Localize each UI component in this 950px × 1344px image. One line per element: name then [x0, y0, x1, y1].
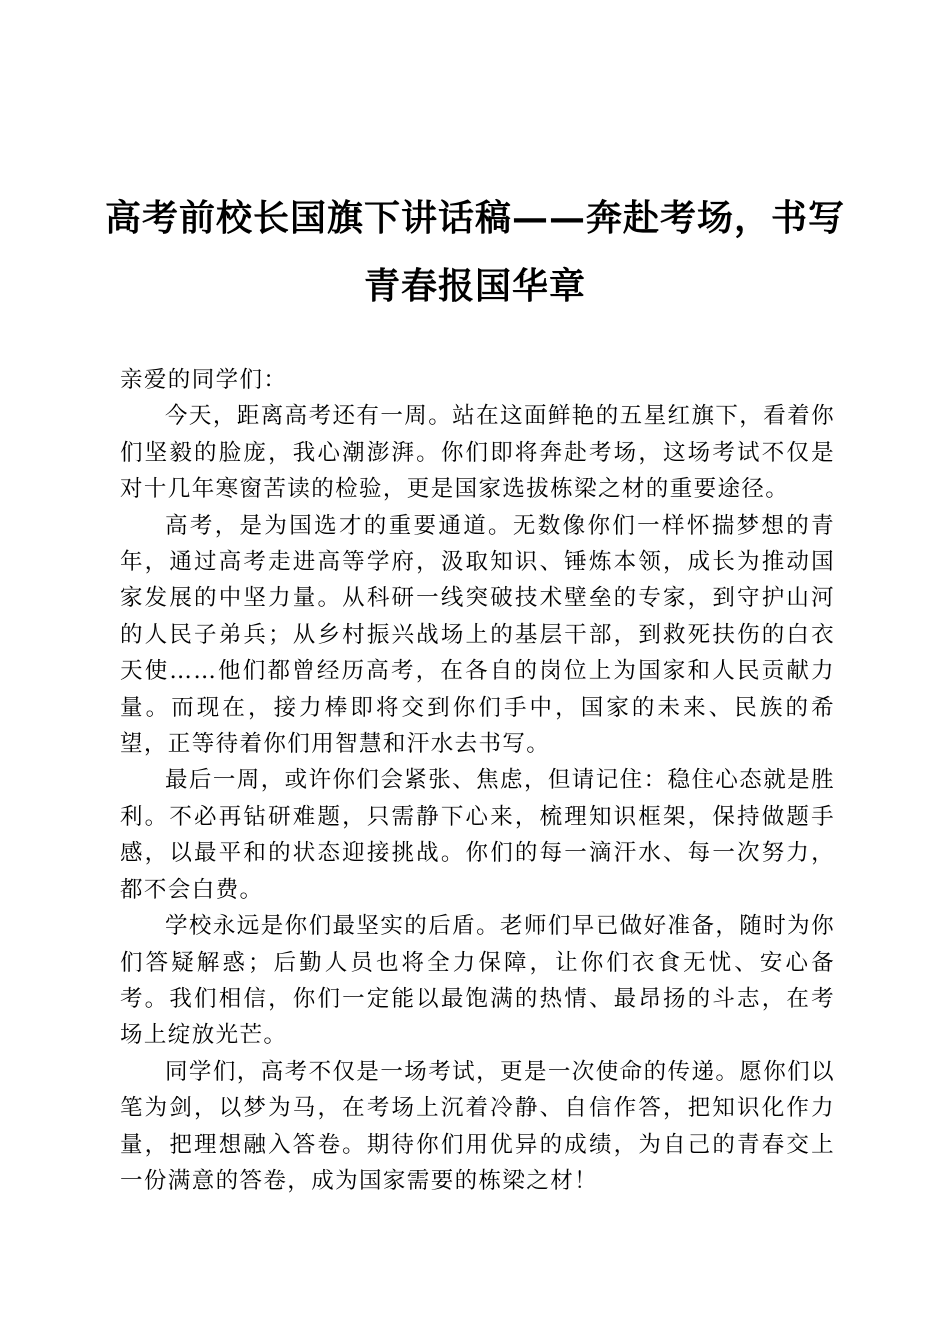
document-title-line-2: 青春报国华章 — [363, 265, 586, 307]
paragraph-4: 学校永远是你们最坚实的后盾。老师们早已做好准备，随时为你们答疑解惑；后勤人员也将全力保障，让你们衣食无忧、安心备考。我们相信，你们一定能以最饱满的热情、最昂扬的斗志，在考场上绽放光芒。 — [120, 913, 835, 1049]
paragraph-5: 同学们，高考不仅是一场考试，更是一次使命的传递。愿你们以笔为剑，以梦为马，在考场上沉着冷静、自信作答，把知识化作力量，把理想融入答卷。期待你们用优异的成绩，为自己的青春交上一份满意的答卷，成为国家需要的栋梁之材！ — [120, 1058, 835, 1194]
document-title-line-1: 高考前校长国旗下讲话稿——奔赴考场，书写 — [104, 197, 845, 239]
paragraph-2: 高考，是为国选才的重要通道。无数像你们一样怀揣梦想的青年，通过高考走进高等学府，汲取知识、锤炼本领，成长为推动国家发展的中坚力量。从科研一线突破技术壁垒的专家，到守护山河的人民子弟兵；从乡村振兴战场上的基层干部，到救死扶伤的白衣天使……他们都曾经历高考，在各自的岗位上为国家和人民贡献力量。而现在，接力棒即将交到你们手中，国家的未来、民族的希望，正等待着你们用智慧和汗水去书写。 — [120, 512, 835, 758]
document-body — [120, 362, 835, 1199]
paragraph-3: 最后一周，或许你们会紧张、焦虑，但请记住：稳住心态就是胜利。不必再钻研难题，只需静下心来，梳理知识框架，保持做题手感，以最平和的状态迎接挑战。你们的每一滴汗水、每一次努力，都不会白费。 — [120, 767, 835, 903]
paragraph-1: 今天，距离高考还有一周。站在这面鲜艳的五星红旗下，看着你们坚毅的脸庞，我心潮澎湃。你们即将奔赴考场，这场考试不仅是对十几年寒窗苦读的检验，更是国家选拔栋梁之材的重要途径。 — [120, 403, 835, 503]
greeting: 亲爱的同学们： — [120, 367, 288, 393]
